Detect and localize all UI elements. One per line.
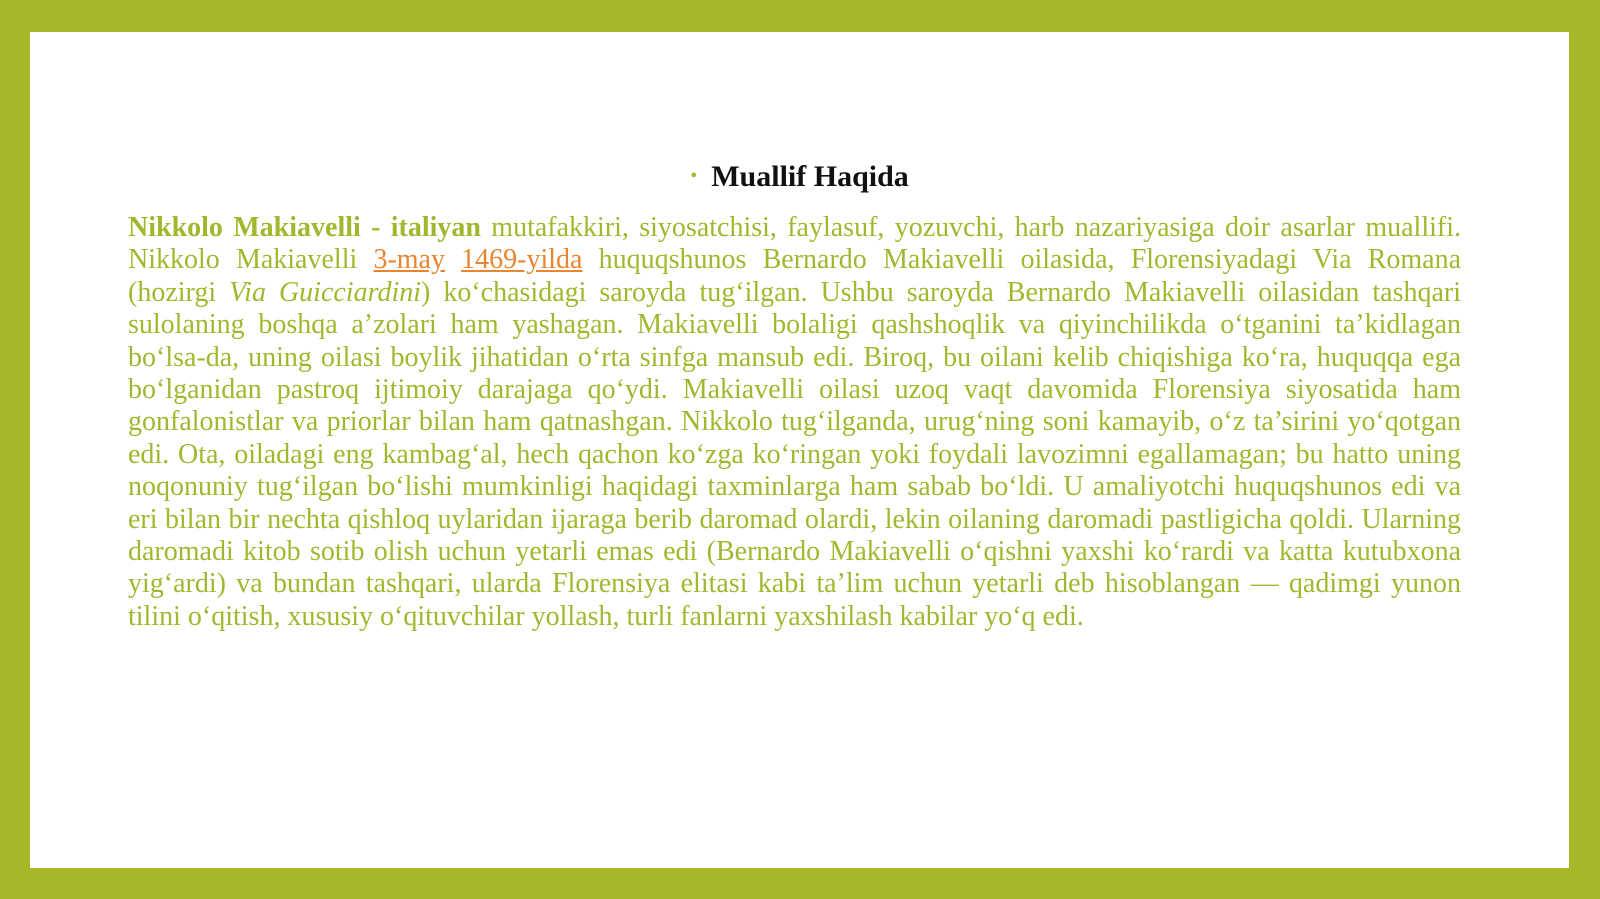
slide-title: Muallif Haqida bbox=[711, 160, 909, 193]
street-name-italic: Via Guicciardini bbox=[229, 276, 422, 308]
slide bbox=[30, 32, 1569, 868]
paragraph-lead: Nikkolo Makiavelli - italiyan bbox=[128, 212, 481, 243]
paragraph-part-3: ) ko‘chasidagi saroyda tug‘ilgan. Ushbu saroyda Bernardo Makiavelli oilasidan tashqari sulolaning boshqa a’zolari ham yashagan. Makiavelli bolaligi qashshoqlik va qiyinchilikda o‘tganini ta’kidlagan bo‘lsa-da, uning oilasi boylik jihatidan o‘rta sinfga mansub edi. Biroq, bu oilani kelib chiqishiga ko‘ra, huquqqa ega bo‘lganidan pastroq ijtimoiy darajaga qo‘ydi. Makiavelli oilasi uzoq vaqt davomida Florensiya siyosatida ham gonfalonistlar va priorlar bilan ham qatnashgan. Nikkolo tug‘ilganda, urug‘ning soni kamayib, o‘z ta’sirini yo‘qotgan edi. Ota, oiladagi eng kambag‘al, hech qachon ko‘zga ko‘ringan yoki foydali lavozimni egallamagan; bu hatto uning noqonuniy tug‘ilgan bo‘lishi mumkinligi haqidagi taxminlarga ham sabab bo‘ldi. U amaliyotchi huquqshunos edi va eri bilan bir nechta qishloq uylaridan ijaraga berib daromad olardi, lekin oilaning daromadi pastligicha qoldi. Ularning daromadi kitob sotib olish uchun yetarli emas edi (Bernardo Makiavelli o‘qishni yaxshi ko‘rardi va katta kutubxona yig‘ardi) va bundan tashqari, ularda Florensiya elitasi kabi ta’lim uchun yetarli deb hisoblangan — qadimgi yunon tilini o‘qitish, xususiy o‘qituvchilar yollash, turli fanlarni yaxshilash kabilar yo‘q edi. bbox=[128, 276, 1462, 632]
paragraph-part-1: mutafakkiri, siyosatchisi, faylasuf, yozuvchi, harb nazariyasiga doir asarlar muallifi. Nikkolo Makiavelli bbox=[128, 212, 1461, 276]
paragraph-part-2: huquqshunos Bernardo Makiavelli oilasida, Florensiyadagi Via Romana (hozirgi bbox=[128, 244, 1462, 308]
slide-title-row bbox=[30, 156, 1569, 197]
bullet-icon: • bbox=[690, 165, 698, 187]
date-link[interactable]: 3-may bbox=[373, 244, 445, 276]
year-link[interactable]: 1469-yilda bbox=[461, 244, 583, 276]
biography-paragraph bbox=[128, 212, 1461, 633]
